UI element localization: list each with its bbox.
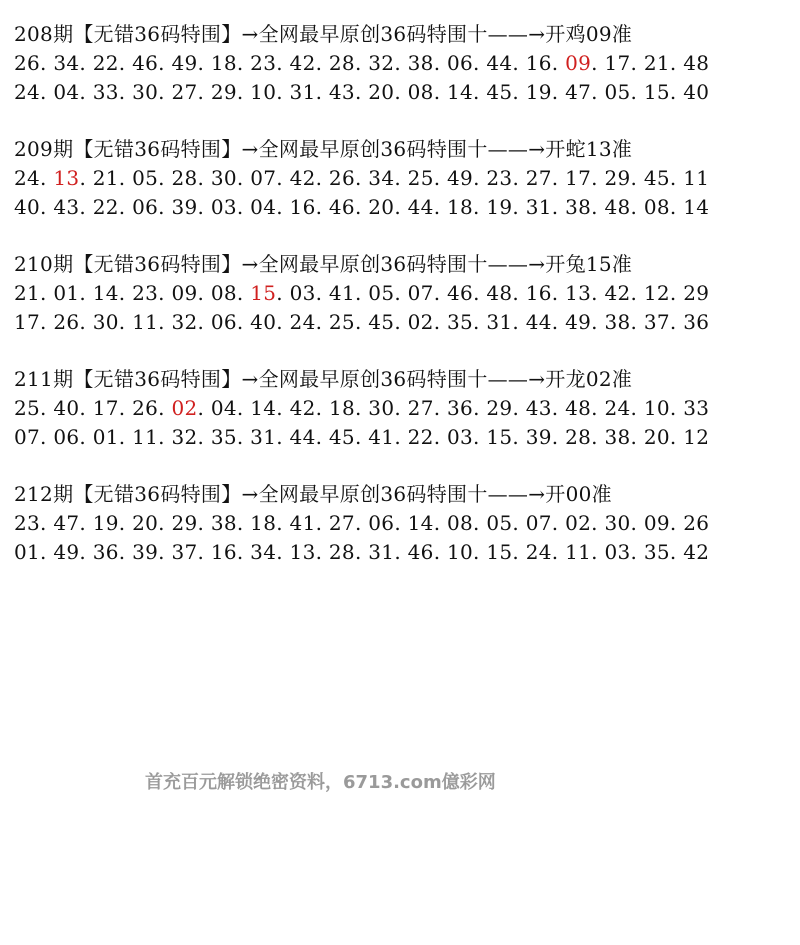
- number-row: 24. 04. 33. 30. 27. 29. 10. 31. 43. 20. 08. 14. 45. 19. 47. 05. 15. 40: [14, 80, 710, 104]
- number-row: 17. 26. 30. 11. 32. 06. 40. 24. 25. 45. 02. 35. 31. 44. 49. 38. 37. 36: [14, 310, 710, 334]
- issue-210: [14, 250, 794, 337]
- numbers: 24.: [14, 166, 54, 190]
- number-row: 40. 43. 22. 06. 39. 03. 04. 16. 46. 20. 44. 18. 19. 31. 38. 48. 08. 14: [14, 195, 710, 219]
- issue-208: [14, 20, 794, 107]
- number-row: [14, 49, 794, 78]
- hit-number: 15: [250, 281, 277, 305]
- numbers: 26. 34. 22. 46. 49. 18. 23. 42. 28. 32. 38. 06. 44. 16.: [14, 51, 566, 75]
- issue-title: 208期【无错36码特围】→全网最早原创36码特围十——→开鸡09准: [14, 22, 633, 46]
- number-row: [14, 279, 794, 308]
- issue-title: 210期【无错36码特围】→全网最早原创36码特围十——→开兔15准: [14, 252, 633, 276]
- footer-watermark: 首充百元解锁绝密资料，6713.com億彩网: [145, 772, 496, 793]
- numbers: 23. 47. 19. 20. 29. 38. 18. 41. 27. 06. 14. 08. 05. 07. 02. 30. 09. 26: [14, 511, 710, 535]
- number-row: 01. 49. 36. 39. 37. 16. 34. 13. 28. 31. 46. 10. 15. 24. 11. 03. 35. 42: [14, 540, 710, 564]
- issue-209: [14, 135, 794, 222]
- numbers: 25. 40. 17. 26.: [14, 396, 172, 420]
- numbers: . 04. 14. 42. 18. 30. 27. 36. 29. 43. 48. 24. 10. 33: [197, 396, 710, 420]
- number-row: [14, 394, 794, 423]
- hit-number: 02: [171, 396, 198, 420]
- issue-211: [14, 365, 794, 452]
- numbers: . 03. 41. 05. 07. 46. 48. 16. 13. 42. 12. 29: [276, 281, 710, 305]
- number-row: 07. 06. 01. 11. 32. 35. 31. 44. 45. 41. 22. 03. 15. 39. 28. 38. 20. 12: [14, 425, 710, 449]
- number-row: [14, 509, 794, 538]
- number-row: [14, 164, 794, 193]
- issue-212: [14, 480, 794, 567]
- issue-title: 211期【无错36码特围】→全网最早原创36码特围十——→开龙02准: [14, 367, 633, 391]
- numbers: 21. 01. 14. 23. 09. 08.: [14, 281, 251, 305]
- issue-title: 209期【无错36码特围】→全网最早原创36码特围十——→开蛇13准: [14, 137, 633, 161]
- numbers: . 21. 05. 28. 30. 07. 42. 26. 34. 25. 49. 23. 27. 17. 29. 45. 11: [79, 166, 710, 190]
- numbers: . 17. 21. 48: [591, 51, 710, 75]
- hit-number: 09: [565, 51, 592, 75]
- issue-title: 212期【无错36码特围】→全网最早原创36码特围十——→开00准: [14, 482, 612, 506]
- hit-number: 13: [53, 166, 80, 190]
